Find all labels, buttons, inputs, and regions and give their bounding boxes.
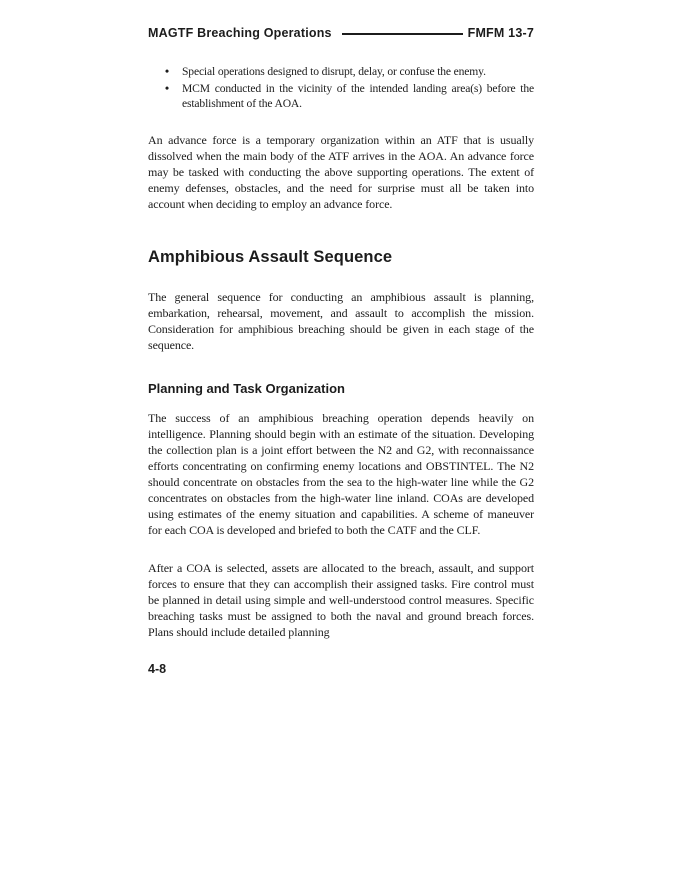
header-title: MAGTF Breaching Operations [148,26,332,40]
header-doc-id: FMFM 13-7 [467,26,534,40]
page-number: 4-8 [148,661,167,676]
paragraph-advance-force: An advance force is a temporary organization within an ATF that is usually dissolved when the main body of the ATF arrives in the AOA. An advance force may be tasked with conducting the above supporting operations. The extent of enemy defenses, obstacles, and the need for surprise must all be taken into account when deciding to employ an advance force. [148,132,534,211]
bullet-list [148,64,534,112]
header-rule [342,33,463,35]
section-title-amphibious-assault-sequence: Amphibious Assault Sequence [148,247,393,266]
page-content [148,26,534,676]
subsection-title-planning-task-organization: Planning and Task Organization [148,380,345,396]
page-header [148,26,534,40]
paragraph-planning-intelligence: The success of an amphibious breaching operation depends heavily on intelligence. Planning should begin with an estimate of the situation. Developing the collection plan is a joint effort between the N2 and G2, with reconnaissance efforts concentrating on confirming enemy locations and OBSTINTEL. The N2 should concentrate on obstacles from the sea to the high-water line while the G2 concentrates on obstacles from the high-water line inland. COAs are developed using estimates of the enemy situation and capabilities. A scheme of maneuver for each COA is developed and briefed to both the CATF and the CLF. [148,410,534,537]
bullet-item-special-operations: • Special operations designed to disrupt, delay, or confuse the enemy. [182,64,534,80]
paragraph-planning-coa-selected: After a COA is selected, assets are allocated to the breach, assault, and support forces to ensure that they can accomplish their assigned tasks. Fire control must be planned in detail using simple and well-understood control measures. Specific breaching tasks must be assigned to both the naval and ground breach forces. Plans should include detailed planning [148,560,534,639]
bullet-item-mcm: • MCM conducted in the vicinity of the intended landing area(s) before the establishment of the AOA. [182,81,534,112]
paragraph-sequence-intro: The general sequence for conducting an amphibious assault is planning, embarkation, rehearsal, movement, and assault to accomplish the mission. Consideration for amphibious breaching should be given in each stage of the sequence. [148,289,534,352]
